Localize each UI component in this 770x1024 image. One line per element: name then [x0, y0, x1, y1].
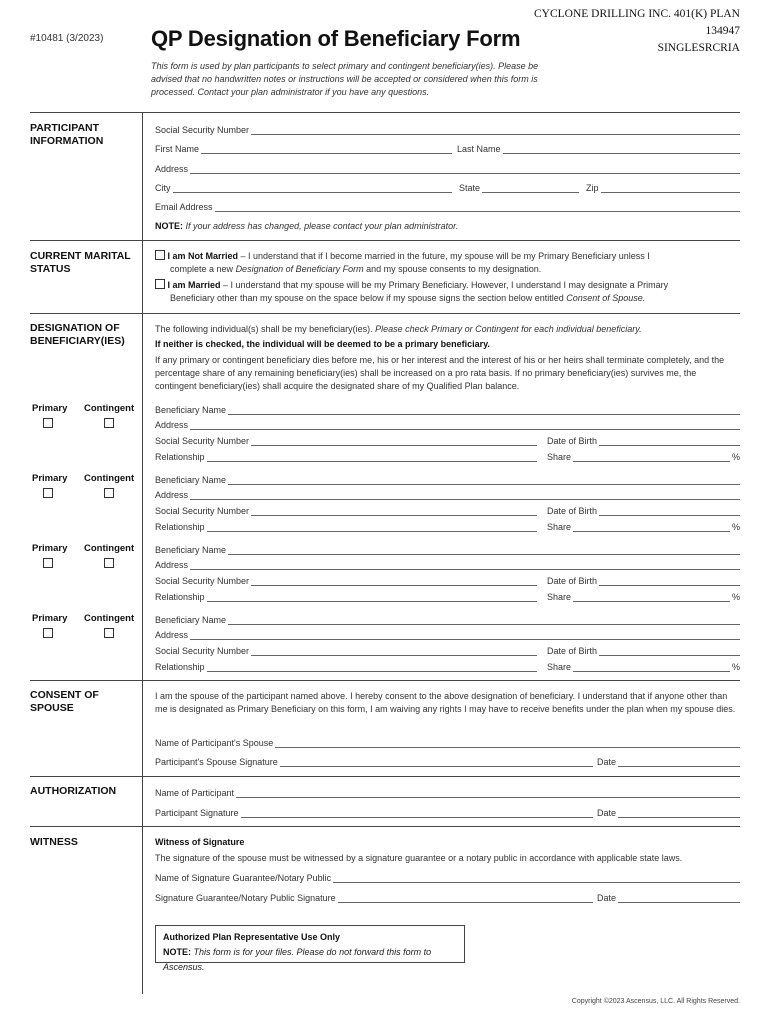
- designation-instruction: The following individual(s) shall be my beneficiary(ies). Please check Primary or Contingent for each individual beneficiary.: [155, 324, 642, 334]
- section-divider: [30, 313, 740, 314]
- not-married-option: I am Not Married – I understand that if I become married in the future, my spouse will be my Primary Beneficiary unless I complete a new Designation of Beneficiary Form and my spouse consents to my designation.: [155, 250, 740, 276]
- beneficiary-3-share-field[interactable]: Share %: [547, 592, 740, 602]
- spouse-signature-field[interactable]: Participant's Spouse Signature: [155, 755, 593, 767]
- beneficiary-1-relationship-field[interactable]: Relationship: [155, 450, 537, 462]
- witness-section-label: WITNESS: [30, 836, 78, 848]
- beneficiary-4-primary-checkbox[interactable]: [43, 628, 53, 638]
- beneficiary-1-share-field[interactable]: Share %: [547, 452, 740, 462]
- consent-section-label: CONSENT OF SPOUSE: [30, 689, 99, 714]
- contingent-label: Contingent: [84, 403, 135, 414]
- beneficiary-2-contingent-checkbox[interactable]: [104, 488, 114, 498]
- designation-default-rule: If neither is checked, the individual will be deemed to be a primary beneficiary.: [155, 339, 490, 349]
- participant-last-name-field[interactable]: Last Name: [457, 142, 740, 154]
- participant-city-field[interactable]: City: [155, 181, 452, 193]
- witness-heading: Witness of Signature: [155, 837, 245, 847]
- participant-section-label: PARTICIPANT INFORMATION: [30, 122, 104, 147]
- marital-section-label: CURRENT MARITAL STATUS: [30, 250, 131, 275]
- participant-name-field[interactable]: Name of Participant: [155, 786, 740, 798]
- beneficiary-4-ssn-field[interactable]: Social Security Number: [155, 644, 537, 656]
- notary-signature-field[interactable]: Signature Guarantee/Notary Public Signature: [155, 891, 593, 903]
- form-number: #10481 (3/2023): [30, 33, 104, 44]
- beneficiary-2-primary-checkbox[interactable]: [43, 488, 53, 498]
- beneficiary-2-address-field[interactable]: Address: [155, 488, 740, 500]
- beneficiary-2-share-field[interactable]: Share %: [547, 522, 740, 532]
- participant-address-field[interactable]: Address: [155, 162, 740, 174]
- beneficiary-2-relationship-field[interactable]: Relationship: [155, 520, 537, 532]
- beneficiary-1-name-field[interactable]: Beneficiary Name: [155, 403, 740, 415]
- page-title: QP Designation of Beneficiary Form: [151, 26, 521, 51]
- primary-label: Primary: [32, 403, 68, 414]
- beneficiary-3-address-field[interactable]: Address: [155, 558, 740, 570]
- primary-label: Primary: [32, 473, 68, 484]
- beneficiary-3-contingent-checkbox[interactable]: [104, 558, 114, 568]
- plan-rep-note: NOTE: This form is for your files. Please do not forward this form to Ascensus.: [163, 947, 432, 972]
- copyright: Copyright ©2023 Ascensus, LLC. All Rights Reserved.: [571, 998, 740, 1005]
- designation-section-label: DESIGNATION OF BENEFICIARY(IES): [30, 322, 125, 347]
- section-divider: [30, 826, 740, 827]
- beneficiary-1-primary-checkbox[interactable]: [43, 418, 53, 428]
- participant-signature-field[interactable]: Participant Signature: [155, 806, 593, 818]
- percent-sign: %: [731, 452, 740, 462]
- section-divider: [30, 112, 740, 113]
- notary-name-field[interactable]: Name of Signature Guarantee/Notary Public: [155, 871, 740, 883]
- authorization-section-label: AUTHORIZATION: [30, 785, 117, 797]
- participant-first-name-field[interactable]: First Name: [155, 142, 452, 154]
- beneficiary-3-ssn-field[interactable]: Social Security Number: [155, 574, 537, 586]
- beneficiary-3-primary-checkbox[interactable]: [43, 558, 53, 568]
- percent-sign: %: [731, 662, 740, 672]
- contingent-label: Contingent: [84, 543, 135, 554]
- designation-pro-rata-text: If any primary or contingent beneficiary dies before me, his or her interest and the interest of his or her heirs shall terminate completely, and the percentage share of any remaining beneficiary(ies) shall be increased on a pro rata basis. If no primary beneficiary(ies) survives me, the contingent beneficiary(ies) shall acquire the designated share of my Qualified Plan balance.: [155, 355, 725, 391]
- beneficiary-1-address-field[interactable]: Address: [155, 418, 740, 430]
- consent-text: I am the spouse of the participant named above. I hereby consent to the above designation of beneficiary. I understand that if anyone other than me is designated as Primary Beneficiary on this form, I am waiving any rights I may have to receive benefits under the plan when my spouse dies.: [155, 691, 736, 714]
- percent-sign: %: [731, 522, 740, 532]
- beneficiary-1-ssn-field[interactable]: Social Security Number: [155, 434, 537, 446]
- beneficiary-4-address-field[interactable]: Address: [155, 628, 740, 640]
- plan-code: SINGLESRCRIA: [657, 42, 740, 54]
- beneficiary-3-dob-field[interactable]: Date of Birth: [547, 574, 740, 586]
- witness-text: The signature of the spouse must be witnessed by a signature guarantee or a notary public in accordance with applicable state laws.: [155, 853, 683, 863]
- notary-date-field[interactable]: Date: [597, 891, 740, 903]
- beneficiary-4-relationship-field[interactable]: Relationship: [155, 660, 537, 672]
- plan-name: CYCLONE DRILLING INC. 401(K) PLAN: [533, 8, 740, 20]
- beneficiary-4-dob-field[interactable]: Date of Birth: [547, 644, 740, 656]
- beneficiary-2-name-field[interactable]: Beneficiary Name: [155, 473, 740, 485]
- participant-state-field[interactable]: State: [459, 181, 579, 193]
- spouse-name-field[interactable]: Name of Participant's Spouse: [155, 736, 740, 748]
- plan-number: 134947: [705, 25, 740, 37]
- beneficiary-2-ssn-field[interactable]: Social Security Number: [155, 504, 537, 516]
- primary-label: Primary: [32, 543, 68, 554]
- plan-rep-title: Authorized Plan Representative Use Only: [163, 932, 341, 942]
- married-option: I am Married – I understand that my spouse will be my Primary Beneficiary. However, I understand I may designate a Primary Beneficiary other than my spouse on the space below if my spouse signs the section below entitled Consent of Spouse.: [155, 279, 740, 305]
- participant-zip-field[interactable]: Zip: [586, 181, 740, 193]
- beneficiary-1-dob-field[interactable]: Date of Birth: [547, 434, 740, 446]
- plan-info: [534, 6, 740, 57]
- beneficiary-2-dob-field[interactable]: Date of Birth: [547, 504, 740, 516]
- participant-ssn-field[interactable]: Social Security Number: [155, 123, 740, 135]
- participant-email-field[interactable]: Email Address: [155, 200, 740, 212]
- beneficiary-4-contingent-checkbox[interactable]: [104, 628, 114, 638]
- beneficiary-4-share-field[interactable]: Share %: [547, 662, 740, 672]
- beneficiary-4-name-field[interactable]: Beneficiary Name: [155, 613, 740, 625]
- contingent-label: Contingent: [84, 473, 135, 484]
- primary-label: Primary: [32, 613, 68, 624]
- section-divider: [30, 240, 740, 241]
- section-divider: [30, 680, 740, 681]
- contingent-label: Contingent: [84, 613, 135, 624]
- beneficiary-3-relationship-field[interactable]: Relationship: [155, 590, 537, 602]
- not-married-checkbox[interactable]: [155, 250, 165, 260]
- spouse-date-field[interactable]: Date: [597, 755, 740, 767]
- beneficiary-1-contingent-checkbox[interactable]: [104, 418, 114, 428]
- percent-sign: %: [731, 592, 740, 602]
- participant-note: NOTE: If your address has changed, please contact your plan administrator.: [155, 221, 459, 231]
- intro-text: This form is used by plan participants to select primary and contingent beneficiary(ies). Please be advised that no handwritten notes or instructions will be accepted or considered when this form is processed. Contact your plan administrator if you have any questions.: [151, 61, 539, 97]
- beneficiary-3-name-field[interactable]: Beneficiary Name: [155, 543, 740, 555]
- married-checkbox[interactable]: [155, 279, 165, 289]
- column-divider: [142, 112, 143, 994]
- participant-date-field[interactable]: Date: [597, 806, 740, 818]
- plan-rep-box: [155, 925, 465, 972]
- section-divider: [30, 776, 740, 777]
